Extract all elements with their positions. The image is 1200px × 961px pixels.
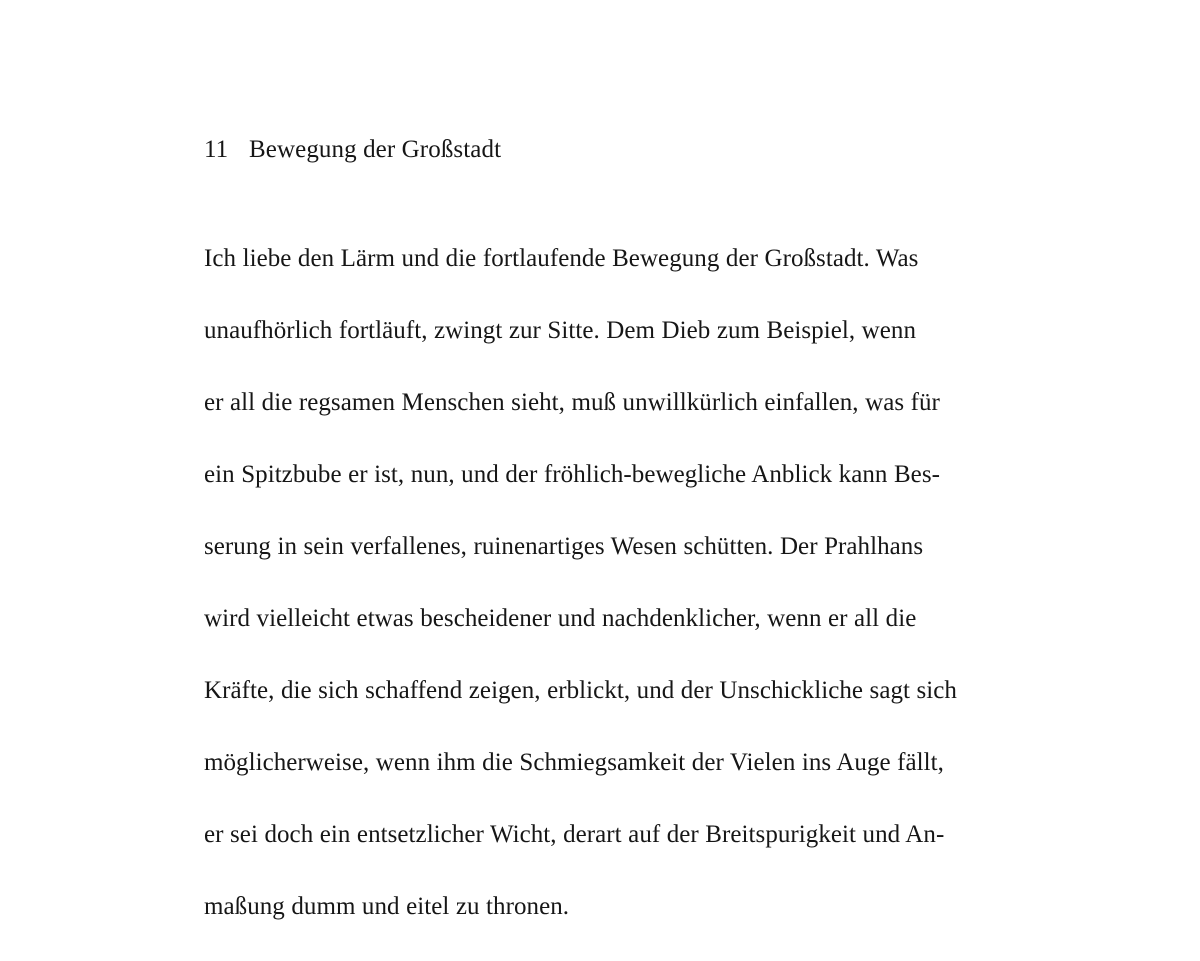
paragraph-line: serung in sein verfallenes, ruinenartiges Wesen schütten. Der Prahlhans — [204, 533, 924, 560]
paragraph-line: ein Spitzbube er ist, nun, und der fröhlich-bewegliche Anblick kann Bes- — [204, 461, 940, 488]
paragraph-line: möglicherweise, wenn ihm die Schmiegsamkeit der Vielen ins Auge fällt, — [204, 749, 944, 776]
body-paragraph — [204, 205, 1004, 961]
paragraph-line: Kräfte, die sich schaffend zeigen, erblickt, und der Unschickliche sagt sich — [204, 677, 957, 704]
text-column — [204, 132, 1004, 961]
heading-paragraph-spacer — [204, 169, 1004, 205]
paragraph-line: er sei doch ein entsetzlicher Wicht, derart auf der Breitspurigkeit und An- — [204, 821, 945, 848]
paragraph-line: wird vielleicht etwas bescheidener und nachdenklicher, wenn er all die — [204, 605, 917, 632]
chapter-number: 11 — [204, 136, 229, 163]
paragraph-line: Ich liebe den Lärm und die fortlaufende Bewegung der Großstadt. Was — [204, 245, 919, 272]
paragraph-line: er all die regsamen Menschen sieht, muß unwillkürlich einfallen, was für — [204, 389, 940, 416]
paragraph-line: maßung dumm und eitel zu thronen. — [204, 893, 570, 920]
paragraph-line: unaufhörlich fortläuft, zwingt zur Sitte. Dem Dieb zum Beispiel, wenn — [204, 317, 917, 344]
chapter-title: Bewegung der Großstadt — [249, 136, 502, 163]
chapter-heading — [204, 132, 1004, 168]
